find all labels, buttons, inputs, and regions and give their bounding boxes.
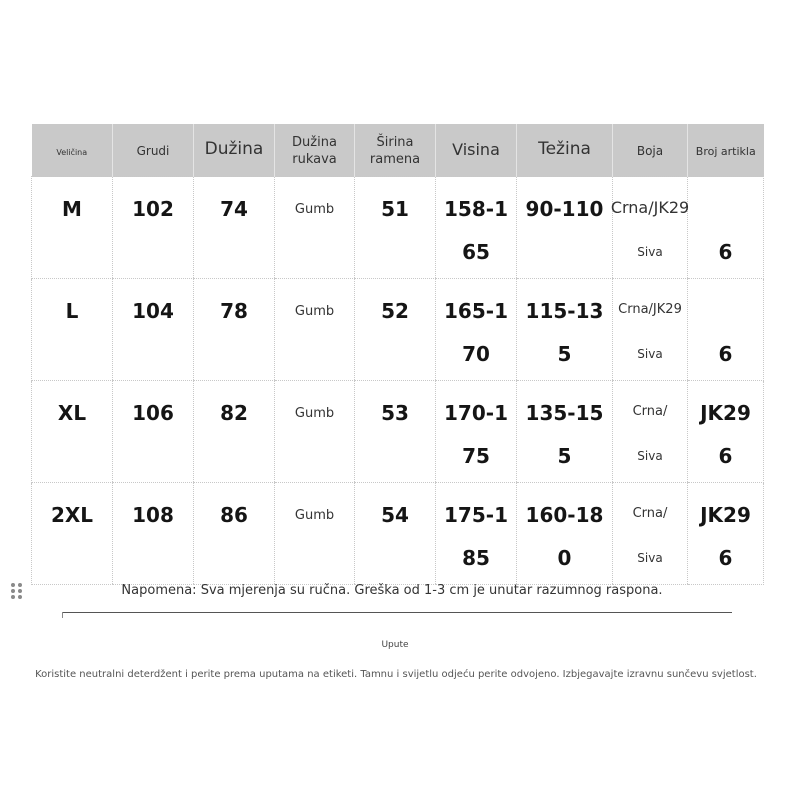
chest-cell: 108 xyxy=(113,483,194,585)
header-length: Dužina xyxy=(194,124,275,177)
care-instructions: Koristite neutralni deterdžent i perite prema uputama na etiketi. Tamnu i svijetlu odjeću perite odvojeno. Izbjegavajte izravnu sunčevu svjetlost. xyxy=(35,669,757,680)
color-cell: Crna/JK29 Siva xyxy=(613,279,688,381)
shoulder-cell: 54 xyxy=(355,483,436,585)
shoulder-cell: 51 xyxy=(355,177,436,279)
color-cell: Crna/ Siva xyxy=(613,381,688,483)
weight-cell: 135-15 5 xyxy=(517,381,613,483)
length-cell: 78 xyxy=(194,279,275,381)
color-cell: Crna/ Siva xyxy=(613,483,688,585)
sleeve-cell: Gumb xyxy=(275,279,355,381)
header-shoulder-width: Širina ramena xyxy=(355,124,436,177)
height-cell: 175-1 85 xyxy=(436,483,517,585)
chest-cell: 102 xyxy=(113,177,194,279)
header-weight: Težina xyxy=(517,124,613,177)
table-row xyxy=(32,279,764,381)
shoulder-cell: 52 xyxy=(355,279,436,381)
header-color: Boja xyxy=(613,124,688,177)
header-sleeve-length: Dužina rukava xyxy=(275,124,355,177)
chest-cell: 106 xyxy=(113,381,194,483)
header-height: Visina xyxy=(436,124,517,177)
article-cell: JK29 6 xyxy=(688,381,764,483)
size-cell: M xyxy=(32,177,113,279)
weight-cell: 90-110 xyxy=(517,177,613,279)
size-chart-table xyxy=(31,124,764,585)
header-row xyxy=(32,124,764,177)
length-cell: 86 xyxy=(194,483,275,585)
divider-tick xyxy=(62,612,63,618)
shoulder-cell: 53 xyxy=(355,381,436,483)
size-cell: 2XL xyxy=(32,483,113,585)
size-cell: L xyxy=(32,279,113,381)
care-heading: Upute xyxy=(381,640,409,650)
article-cell: 6 xyxy=(688,279,764,381)
length-cell: 82 xyxy=(194,381,275,483)
article-cell: JK29 6 xyxy=(688,483,764,585)
weight-cell: 160-18 0 xyxy=(517,483,613,585)
table-row xyxy=(32,483,764,585)
table-row xyxy=(32,381,764,483)
sleeve-cell: Gumb xyxy=(275,177,355,279)
table-row xyxy=(32,177,764,279)
article-cell: 6 xyxy=(688,177,764,279)
header-article-number: Broj artikla xyxy=(688,124,764,177)
header-size: Veličina xyxy=(32,124,113,177)
height-cell: 158-1 65 xyxy=(436,177,517,279)
length-cell: 74 xyxy=(194,177,275,279)
divider-line xyxy=(62,612,732,613)
chest-cell: 104 xyxy=(113,279,194,381)
header-chest: Grudi xyxy=(113,124,194,177)
drag-handle-icon[interactable] xyxy=(11,583,23,601)
color-cell: Crna/JK29 Siva xyxy=(613,177,688,279)
sleeve-cell: Gumb xyxy=(275,381,355,483)
weight-cell: 115-13 5 xyxy=(517,279,613,381)
height-cell: 165-1 70 xyxy=(436,279,517,381)
measurement-note: Napomena: Sva mjerenja su ručna. Greška od 1-3 cm je unutar razumnog raspona. xyxy=(121,583,663,598)
size-cell: XL xyxy=(32,381,113,483)
sleeve-cell: Gumb xyxy=(275,483,355,585)
height-cell: 170-1 75 xyxy=(436,381,517,483)
